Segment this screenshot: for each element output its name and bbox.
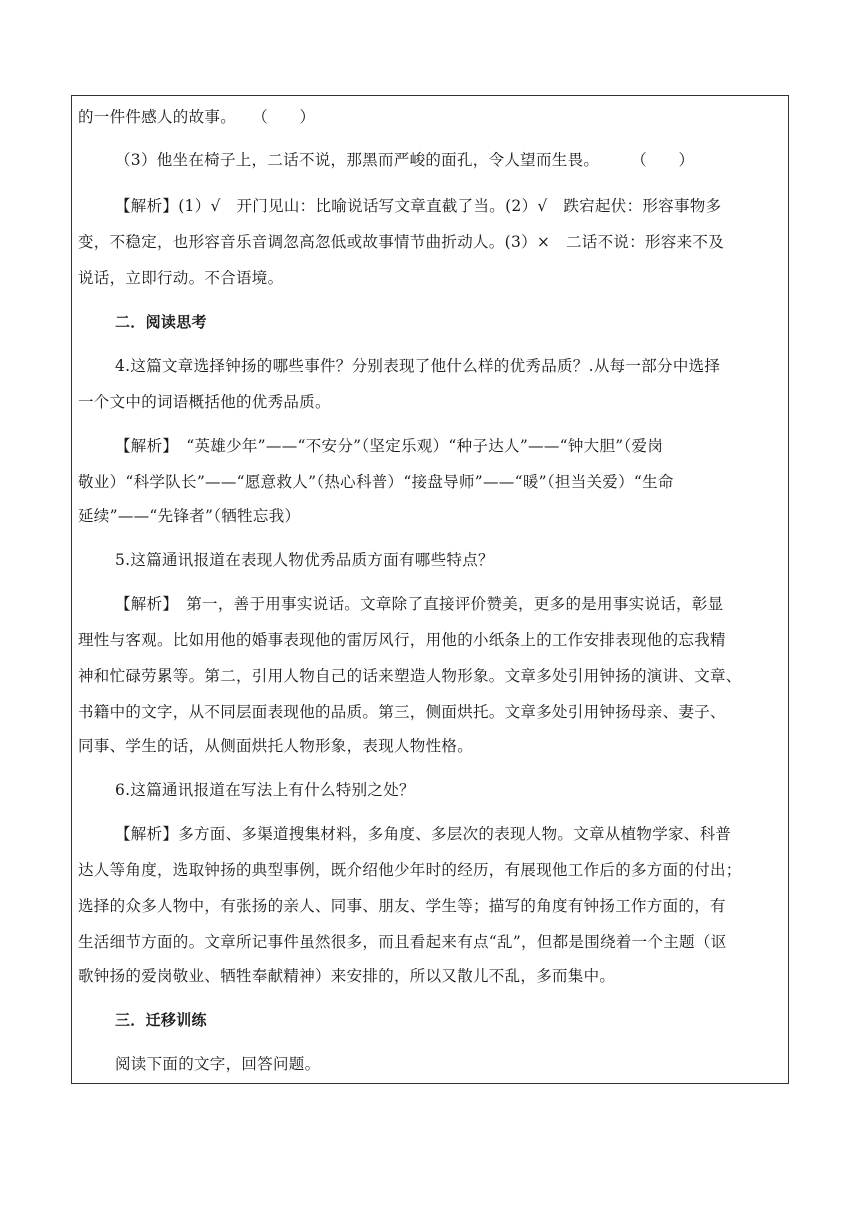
question-3: （3）他坐在椅子上，二话不说，那黑而严峻的面孔，令人望而生畏。 （ ） xyxy=(115,151,695,169)
analysis-line: 【解析】多方面、多渠道搜集材料，多角度、多层次的表现人物。文章从植物学家、科普 xyxy=(115,825,732,843)
text-line: 的一件件感人的故事。 （ ） xyxy=(78,108,316,126)
text-line: 变，不稳定，也形容音乐音调忽高忽低或故事情节曲折动人。(3）× 二话不说：形容来不及 xyxy=(78,233,724,251)
analysis-line: 【解析】 第一，善于用事实说话。文章除了直接评价赞美，更多的是用事实说话，彰显 xyxy=(115,595,724,613)
text-line: 一个文中的词语概括他的优秀品质。 xyxy=(78,393,331,411)
text-line: 理性与客观。比如用他的婚事表现他的雷厉风行，用他的小纸条上的工作安排表现他的忘我精 xyxy=(78,631,726,649)
question-6: 6.这篇通讯报道在写法上有什么特别之处？ xyxy=(115,781,415,799)
text-line: 延续”——“先锋者”（牺牲忘我） xyxy=(78,507,301,525)
text-line: 歌钟扬的爱岗敬业、牺牲奉献精神）来安排的，所以又散儿不乱，多而集中。 xyxy=(78,967,616,985)
text-line: 神和忙碌劳累等。第二，引用人物自己的话来塑造人物形象。文章多处引用钟扬的演讲、文章、 xyxy=(78,667,742,685)
text-line: 说话，立即行动。不合语境。 xyxy=(78,269,284,287)
analysis-line: 【解析】 “英雄少年”——“不安分”（坚定乐观）“种子达人”——“钟大胆”（爱岗 xyxy=(115,437,664,455)
text-line: 生活细节方面的。文章所记事件虽然很多，而且看起来有点“乱”，但都是围绕着一个主题（讴 xyxy=(78,933,727,951)
question-5: 5.这篇通讯报道在表现人物优秀品质方面有哪些特点？ xyxy=(115,551,494,569)
question-4: 4.这篇文章选择钟扬的哪些事件？分别表现了他什么样的优秀品质？.从每一部分中选择 xyxy=(115,357,721,375)
text-line: 书籍中的文字，从不同层面表现他的品质。第三，侧面烘托。文章多处引用钟扬母亲、妻子、 xyxy=(78,703,726,721)
text-line: 敬业）“科学队长”——“愿意救人”（热心科普）“接盘导师”——“暖”（担当关爱）“生命 xyxy=(78,473,674,491)
instruction-line: 阅读下面的文字，回答问题。 xyxy=(115,1055,321,1073)
analysis-line: 【解析】(1）√ 开门见山：比喻说话写文章直截了当。(2）√ 跌宕起伏：形容事物多 xyxy=(115,197,722,215)
section-heading-transfer: 三．迁移训练 xyxy=(115,1011,207,1029)
section-heading-reading: 二．阅读思考 xyxy=(115,313,207,331)
text-line: 达人等角度，选取钟扬的典型事例，既介绍他少年时的经历，有展现他工作后的多方面的付出； xyxy=(78,861,742,879)
text-line: 同事、学生的话，从侧面烘托人物形象，表现人物性格。 xyxy=(78,737,474,755)
text-line: 选择的众多人物中，有张扬的亲人、同事、朋友、学生等；描写的角度有钟扬工作方面的，有 xyxy=(78,897,726,915)
